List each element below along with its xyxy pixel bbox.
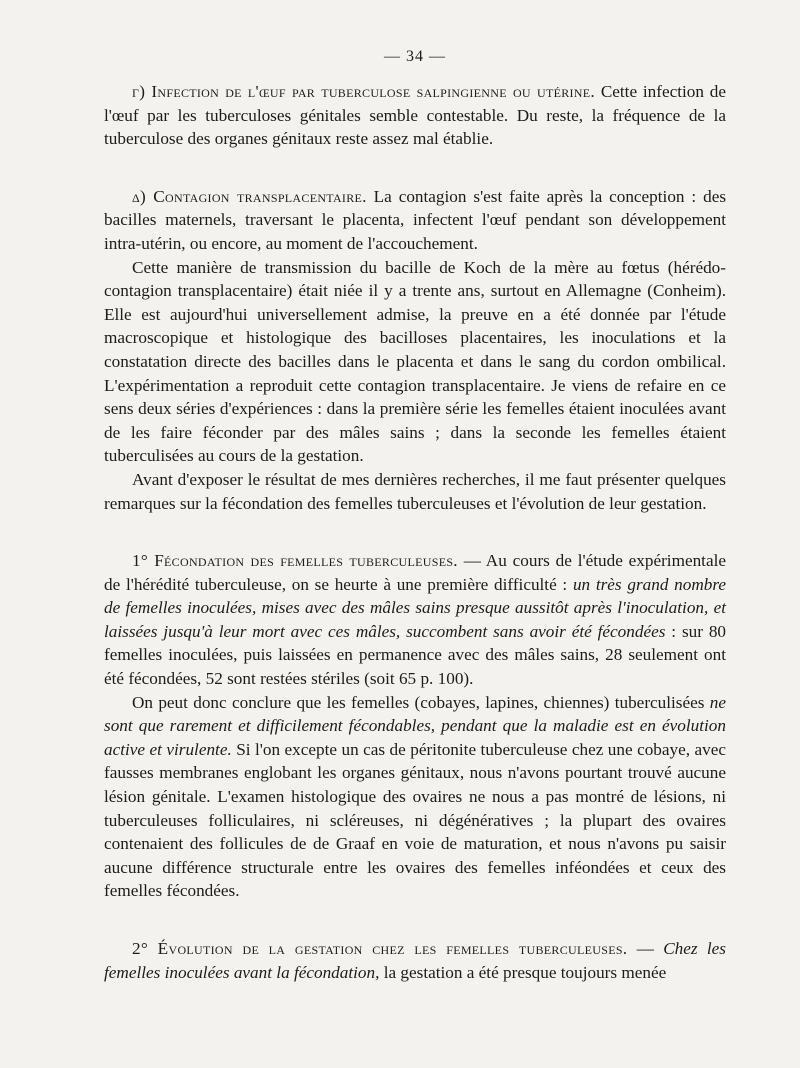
section-heading-delta: δ) Contagion transplacentaire.	[132, 186, 367, 206]
paragraph-text: Avant d'exposer le résultat de mes dernières recherches, il me faut présenter quelques remarques sur la fécondation des femelles tuberculeuses et l'évolution de leur gestation.	[104, 469, 726, 513]
paragraph-text: : sur 80 femelles inoculées, puis laissées en permanence avec des mâles sains, 28 seulement ont été fécondées, 52 sont restées stériles (soit 65 p. 100).	[104, 621, 727, 689]
paragraph-infection-oeuf	[104, 80, 726, 151]
italic-text: ne sont que rarement et difficilement fécondables, pendant que la maladie est en évolution active et virulente.	[104, 692, 726, 759]
paragraph-text: Si l'on excepte un cas de péritonite tuberculeuse chez une cobaye, avec fausses membranes englobant les organes génitaux, nous n'avons pourtant trouvé aucune lésion génitale. L'examen histologique des ovaires ne nous a pas montré de lésions, ni tuberculeuses folliculaires, ni scléreuses, ni dégénératives ; la plupart des ovaires contenaient des follicules de de Graaf en voie de maturation, et nous n'avons pu saisir aucune différence structurale entre les ovaires des femelles inféondées et ceux des femelles fécondées.	[104, 739, 726, 901]
paragraph-transmission-koch	[104, 256, 726, 468]
italic-text: un très grand nombre de femelles inoculées, mises avec des mâles sains presque aussitôt après l'inoculation, et laissées jusqu'à leur mort avec ces mâles, succombent sans avoir été fécondées	[104, 574, 727, 641]
section-heading-2: 2° Évolution de la gestation chez les femelles tuberculeuses.	[132, 939, 628, 958]
section-heading-1: 1° Fécondation des femelles tuberculeuses.	[132, 551, 458, 571]
paragraph-text: la gestation a été presque toujours menée	[379, 962, 667, 982]
paragraph-text: —	[627, 939, 664, 958]
paragraph-text: — Au cours de l'étude expérimentale de l'hérédité tuberculeuse, on se heurte à une première difficulté :	[104, 551, 726, 594]
paragraph-contagion-transplacentaire	[104, 185, 726, 256]
paragraph-evolution-gestation	[104, 937, 726, 984]
section-heading-gamma: γ) Infection de l'œuf par tuberculose salpingienne ou utérine.	[132, 82, 596, 101]
paragraph-text: Cette infection de l'œuf par les tuberculoses génitales semble contestable. Du reste, la fréquence de la tuberculose des organes génitaux reste assez mal établie.	[104, 82, 726, 149]
paragraph-text: Cette manière de transmission du bacille de Koch de la mère au fœtus (hérédo-contagion transplacentaire) était niée il y a trente ans, surtout en Allemagne (Conheim). Elle est aujourd'hui universellement admise, la preuve en a été donnée par l'étude macroscopique et histologique des bacilloses placentaires, les inoculations et la constatation directe des bacilles dans le placenta et dans le sang du cordon ombilical. L'expérimentation a reproduit cette contagion transplacentaire. Je viens de refaire en ce sens deux séries d'expériences : dans la première série les femelles étaient inoculées avant de les faire féconder par des mâles sains ; dans la seconde les femelles étaient tuberculisées au cours de la gestation.	[104, 257, 726, 466]
italic-text: Chez les femelles inoculées avant la fécondation,	[104, 939, 726, 982]
paragraph-fecondation	[104, 549, 726, 691]
paragraph-avant-exposer	[104, 468, 726, 515]
paragraph-text: On peut donc conclure que les femelles (cobayes, lapines, chiennes) tuberculisées	[132, 692, 710, 712]
paragraph-text: La contagion s'est faite après la conception : des bacilles maternels, traversant le placenta, infectent l'œuf pendant son développement intra-utérin, ou encore, au moment de l'accouchement.	[104, 186, 727, 253]
page-number: — 34 —	[384, 48, 446, 65]
paragraph-conclusion-femelles	[104, 691, 726, 903]
